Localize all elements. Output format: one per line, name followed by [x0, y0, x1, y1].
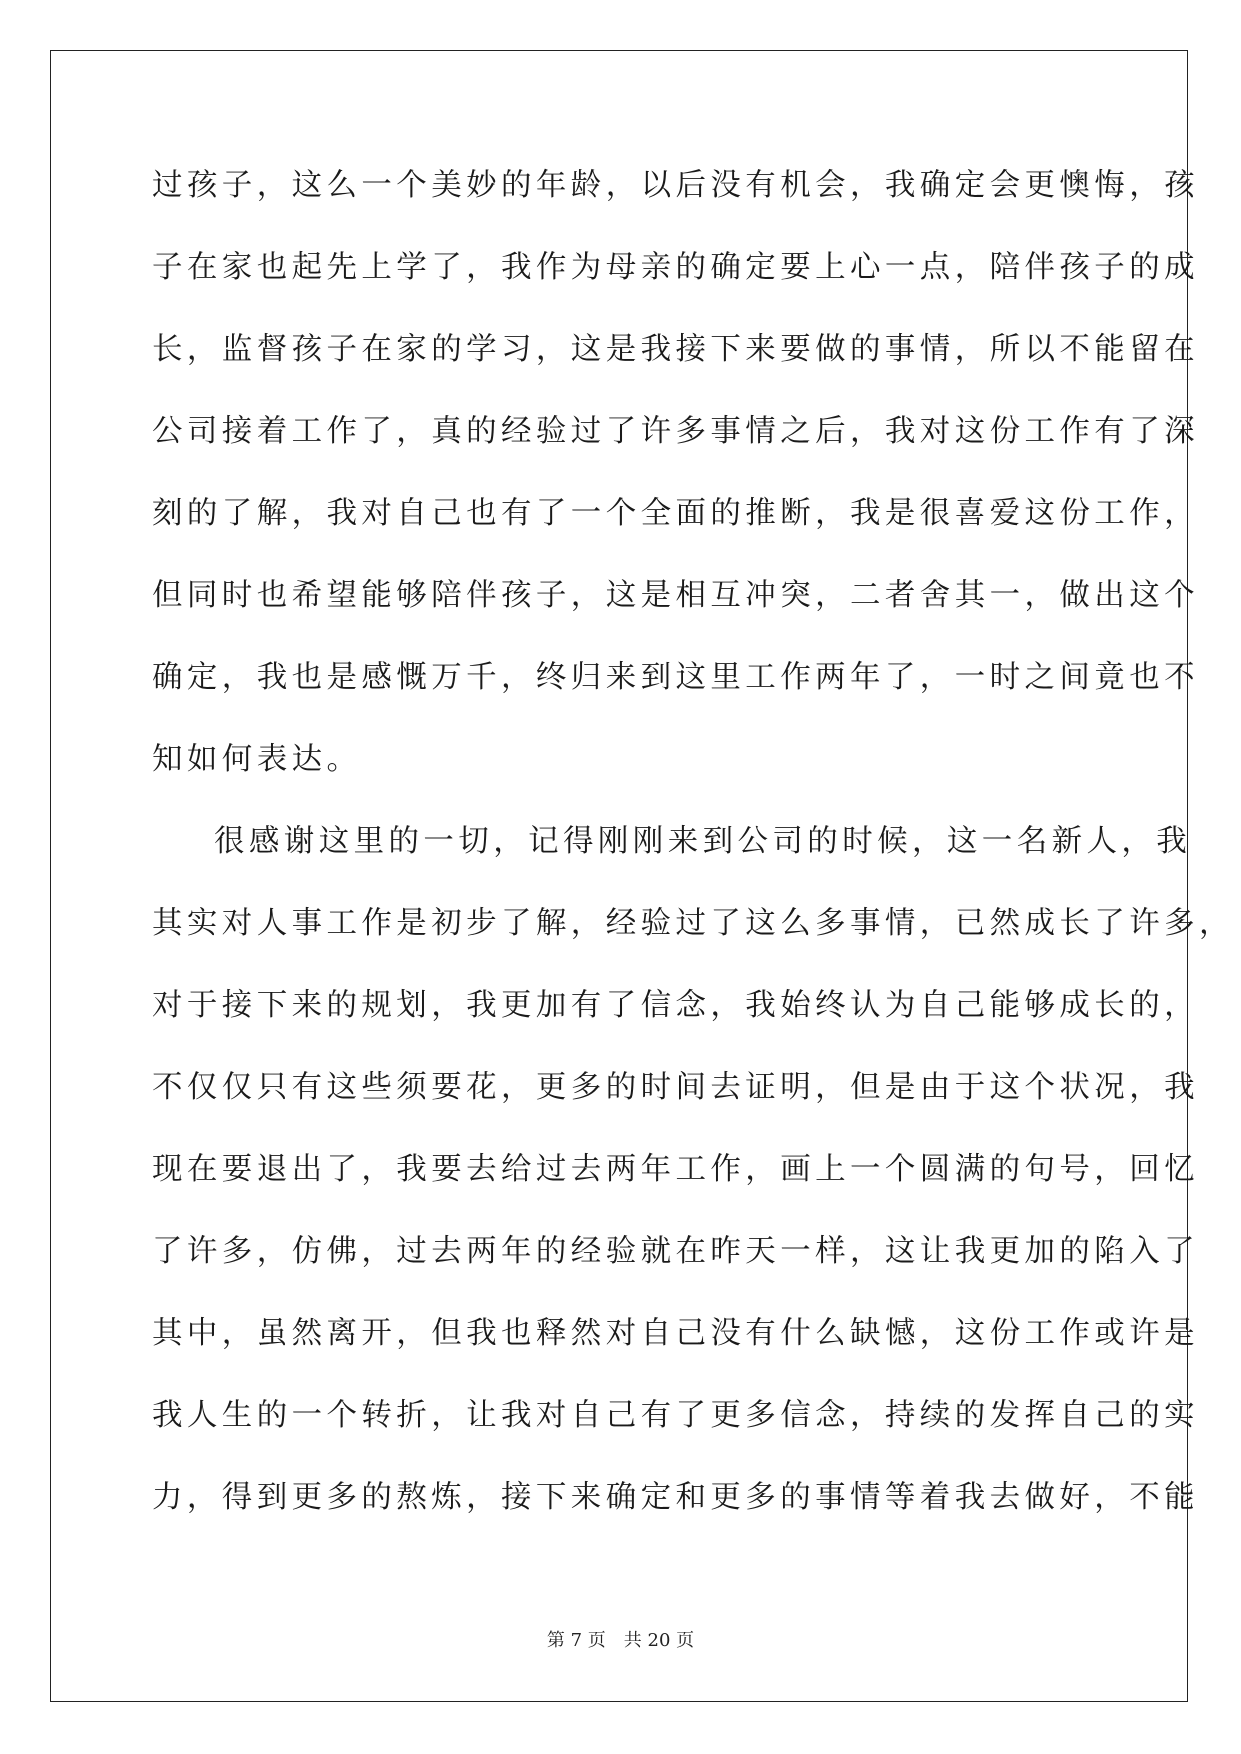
text-line: 力，得到更多的熬炼，接下来确定和更多的事情等着我去做好，不能: [152, 1480, 1199, 1515]
text-line: 不仅仅只有这些须要花，更多的时间去证明，但是由于这个状况，我: [152, 1070, 1199, 1105]
text-line: 其中，虽然离开，但我也释然对自己没有什么缺憾，这份工作或许是: [152, 1316, 1199, 1351]
text-line: 子在家也起先上学了，我作为母亲的确定要上心一点，陪伴孩子的成: [152, 250, 1199, 285]
text-line: 我人生的一个转折，让我对自己有了更多信念，持续的发挥自己的实: [152, 1398, 1199, 1433]
text-line: 对于接下来的规划，我更加有了信念，我始终认为自己能够成长的，: [152, 988, 1199, 1023]
text-line: 确定，我也是感慨万千，终归来到这里工作两年了，一时之间竟也不: [152, 660, 1199, 695]
text-line: 刻的了解，我对自己也有了一个全面的推断，我是很喜爱这份工作，: [152, 496, 1199, 531]
document-body: [152, 145, 1234, 1539]
page-total: 共 20 页: [623, 1630, 695, 1651]
text-line: 公司接着工作了，真的经验过了许多事情之后，我对这份工作有了深: [152, 414, 1199, 449]
text-line: 过孩子，这么一个美妙的年龄，以后没有机会，我确定会更懊悔，孩: [152, 168, 1199, 203]
text-line: 了许多，仿佛，过去两年的经验就在昨天一样，这让我更加的陷入了: [152, 1234, 1199, 1269]
text-line: 其实对人事工作是初步了解，经验过了这么多事情，已然成长了许多，: [152, 906, 1234, 941]
page-footer: [0, 1626, 1241, 1652]
text-line: 长，监督孩子在家的学习，这是我接下来要做的事情，所以不能留在: [152, 332, 1199, 367]
text-line: 知如何表达。: [152, 742, 362, 777]
text-line: 现在要退出了，我要去给过去两年工作，画上一个圆满的句号，回忆: [152, 1152, 1199, 1187]
text-line: 但同时也希望能够陪伴孩子，这是相互冲突，二者舍其一，做出这个: [152, 578, 1199, 613]
page-number: 第 7 页: [546, 1630, 606, 1651]
paragraph-start-line: 很感谢这里的一切，记得刚刚来到公司的时候，这一名新人，我: [214, 824, 1192, 859]
